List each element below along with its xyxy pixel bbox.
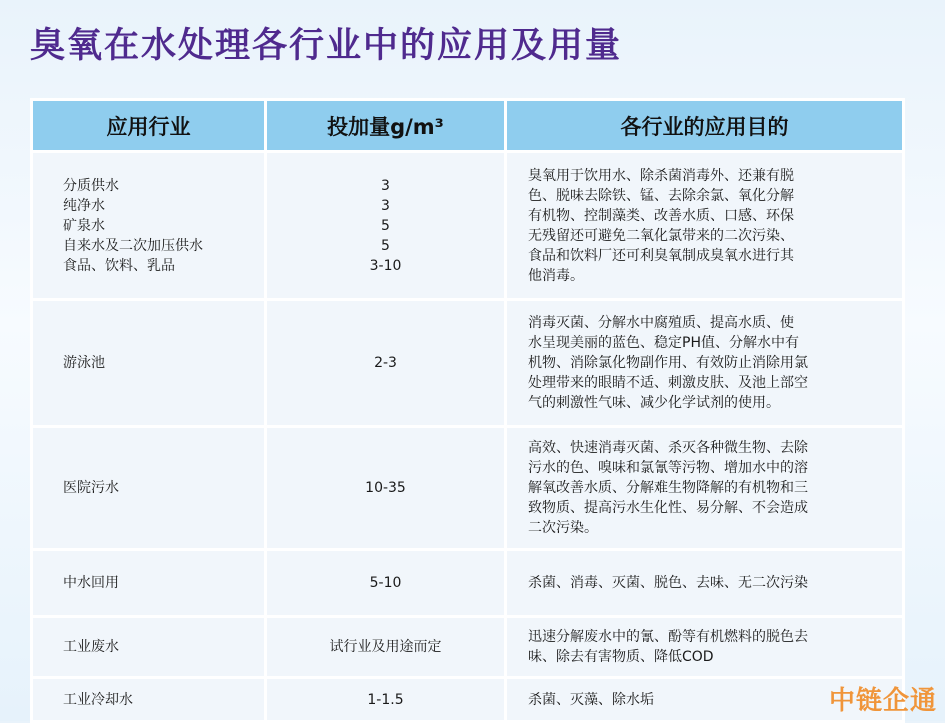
header-purpose: 各行业的应用目的 [506,100,904,152]
table-row [32,617,904,678]
industry-line: 矿泉水 [63,217,105,234]
table-row [32,678,904,722]
purpose-line: 致物质、提高污水生化性、易分解、不会造成 [528,500,808,516]
purpose-line: 有机物、控制藻类、改善水质、口感、环保 [528,207,794,224]
purpose-line: 处理带来的眼睛不适、刺激皮肤、及池上部空 [528,375,808,391]
dosage-line: 3-10 [369,257,402,274]
purpose-line: 气的刺激性气味、减少化学试剂的使用。 [528,395,780,411]
purpose-line: 污水的色、嗅味和氯氰等污物、增加水中的溶 [528,460,808,476]
purpose-line: 水呈现美丽的蓝色、稳定PH值、分解水中有 [528,335,799,351]
dosage-cell [266,152,506,300]
purpose-line: 他消毒。 [528,267,584,284]
industry-cell [32,300,266,427]
table-header-row [32,100,904,152]
industry-line: 医院污水 [63,480,119,496]
purpose-line: 机物、消除氯化物副作用、有效防止消除用氯 [528,355,808,371]
industry-cell [32,617,266,678]
purpose-line: 二次污染。 [528,520,598,536]
industry-line: 工业废水 [63,639,119,655]
industry-line: 工业冷却水 [63,691,133,708]
table-row [32,550,904,617]
dosage-line: 10-35 [365,480,406,496]
dosage-cell [266,427,506,550]
dosage-line: 5 [381,217,390,234]
purpose-line: 色、脱味去除铁、锰、去除余氯、氧化分解 [528,187,794,204]
industry-line: 中水回用 [63,575,119,591]
header-dosage: 投加量g/m³ [266,100,506,152]
purpose-line: 高效、快速消毒灭菌、杀灭各种微生物、去除 [528,440,808,456]
purpose-line: 无残留还可避免二氧化氯带来的二次污染、 [528,227,794,244]
table-row [32,427,904,550]
dosage-line: 1-1.5 [367,691,404,708]
dosage-line: 3 [381,177,390,194]
purpose-line: 味、除去有害物质、降低COD [528,649,714,665]
industry-line: 自来水及二次加压供水 [63,237,203,254]
purpose-cell [506,152,904,300]
table-row [32,152,904,300]
industry-cell [32,550,266,617]
industry-line: 分质供水 [63,177,119,194]
purpose-line: 解氧改善水质、分解难生物降解的有机物和三 [528,480,808,496]
purpose-cell [506,550,904,617]
industry-line: 食品、饮料、乳品 [63,257,175,274]
purpose-cell [506,300,904,427]
industry-cell [32,427,266,550]
dosage-line: 3 [381,197,390,214]
industry-line: 纯净水 [63,197,105,214]
purpose-line: 迅速分解废水中的氰、酚等有机燃料的脱色去 [528,629,808,645]
purpose-cell [506,427,904,550]
purpose-line: 食品和饮料厂还可利臭氧制成臭氧水进行其 [528,247,794,264]
watermark-logo: 中链企通 [828,686,937,716]
industry-cell [32,678,266,722]
dosage-cell [266,550,506,617]
dosage-line: 5-10 [369,575,402,591]
header-industry: 应用行业 [32,100,266,152]
dosage-cell [266,678,506,722]
dosage-line: 试行业及用途而定 [329,639,442,655]
purpose-cell [506,617,904,678]
industry-line: 游泳池 [63,355,105,371]
dosage-line: 2-3 [374,355,397,371]
dosage-cell [266,300,506,427]
purpose-line: 消毒灭菌、分解水中腐殖质、提高水质、使 [528,315,794,331]
ozone-application-table [30,98,905,723]
purpose-line: 杀菌、灭藻、除水垢 [528,691,654,708]
purpose-line: 臭氧用于饮用水、除杀菌消毒外、还兼有脱 [528,167,794,184]
page-title: 臭氧在水处理各行业中的应用及用量 [30,26,623,66]
dosage-line: 5 [381,237,390,254]
table-row [32,300,904,427]
industry-cell [32,152,266,300]
dosage-cell [266,617,506,678]
purpose-line: 杀菌、消毒、灭菌、脱色、去味、无二次污染 [528,575,808,591]
